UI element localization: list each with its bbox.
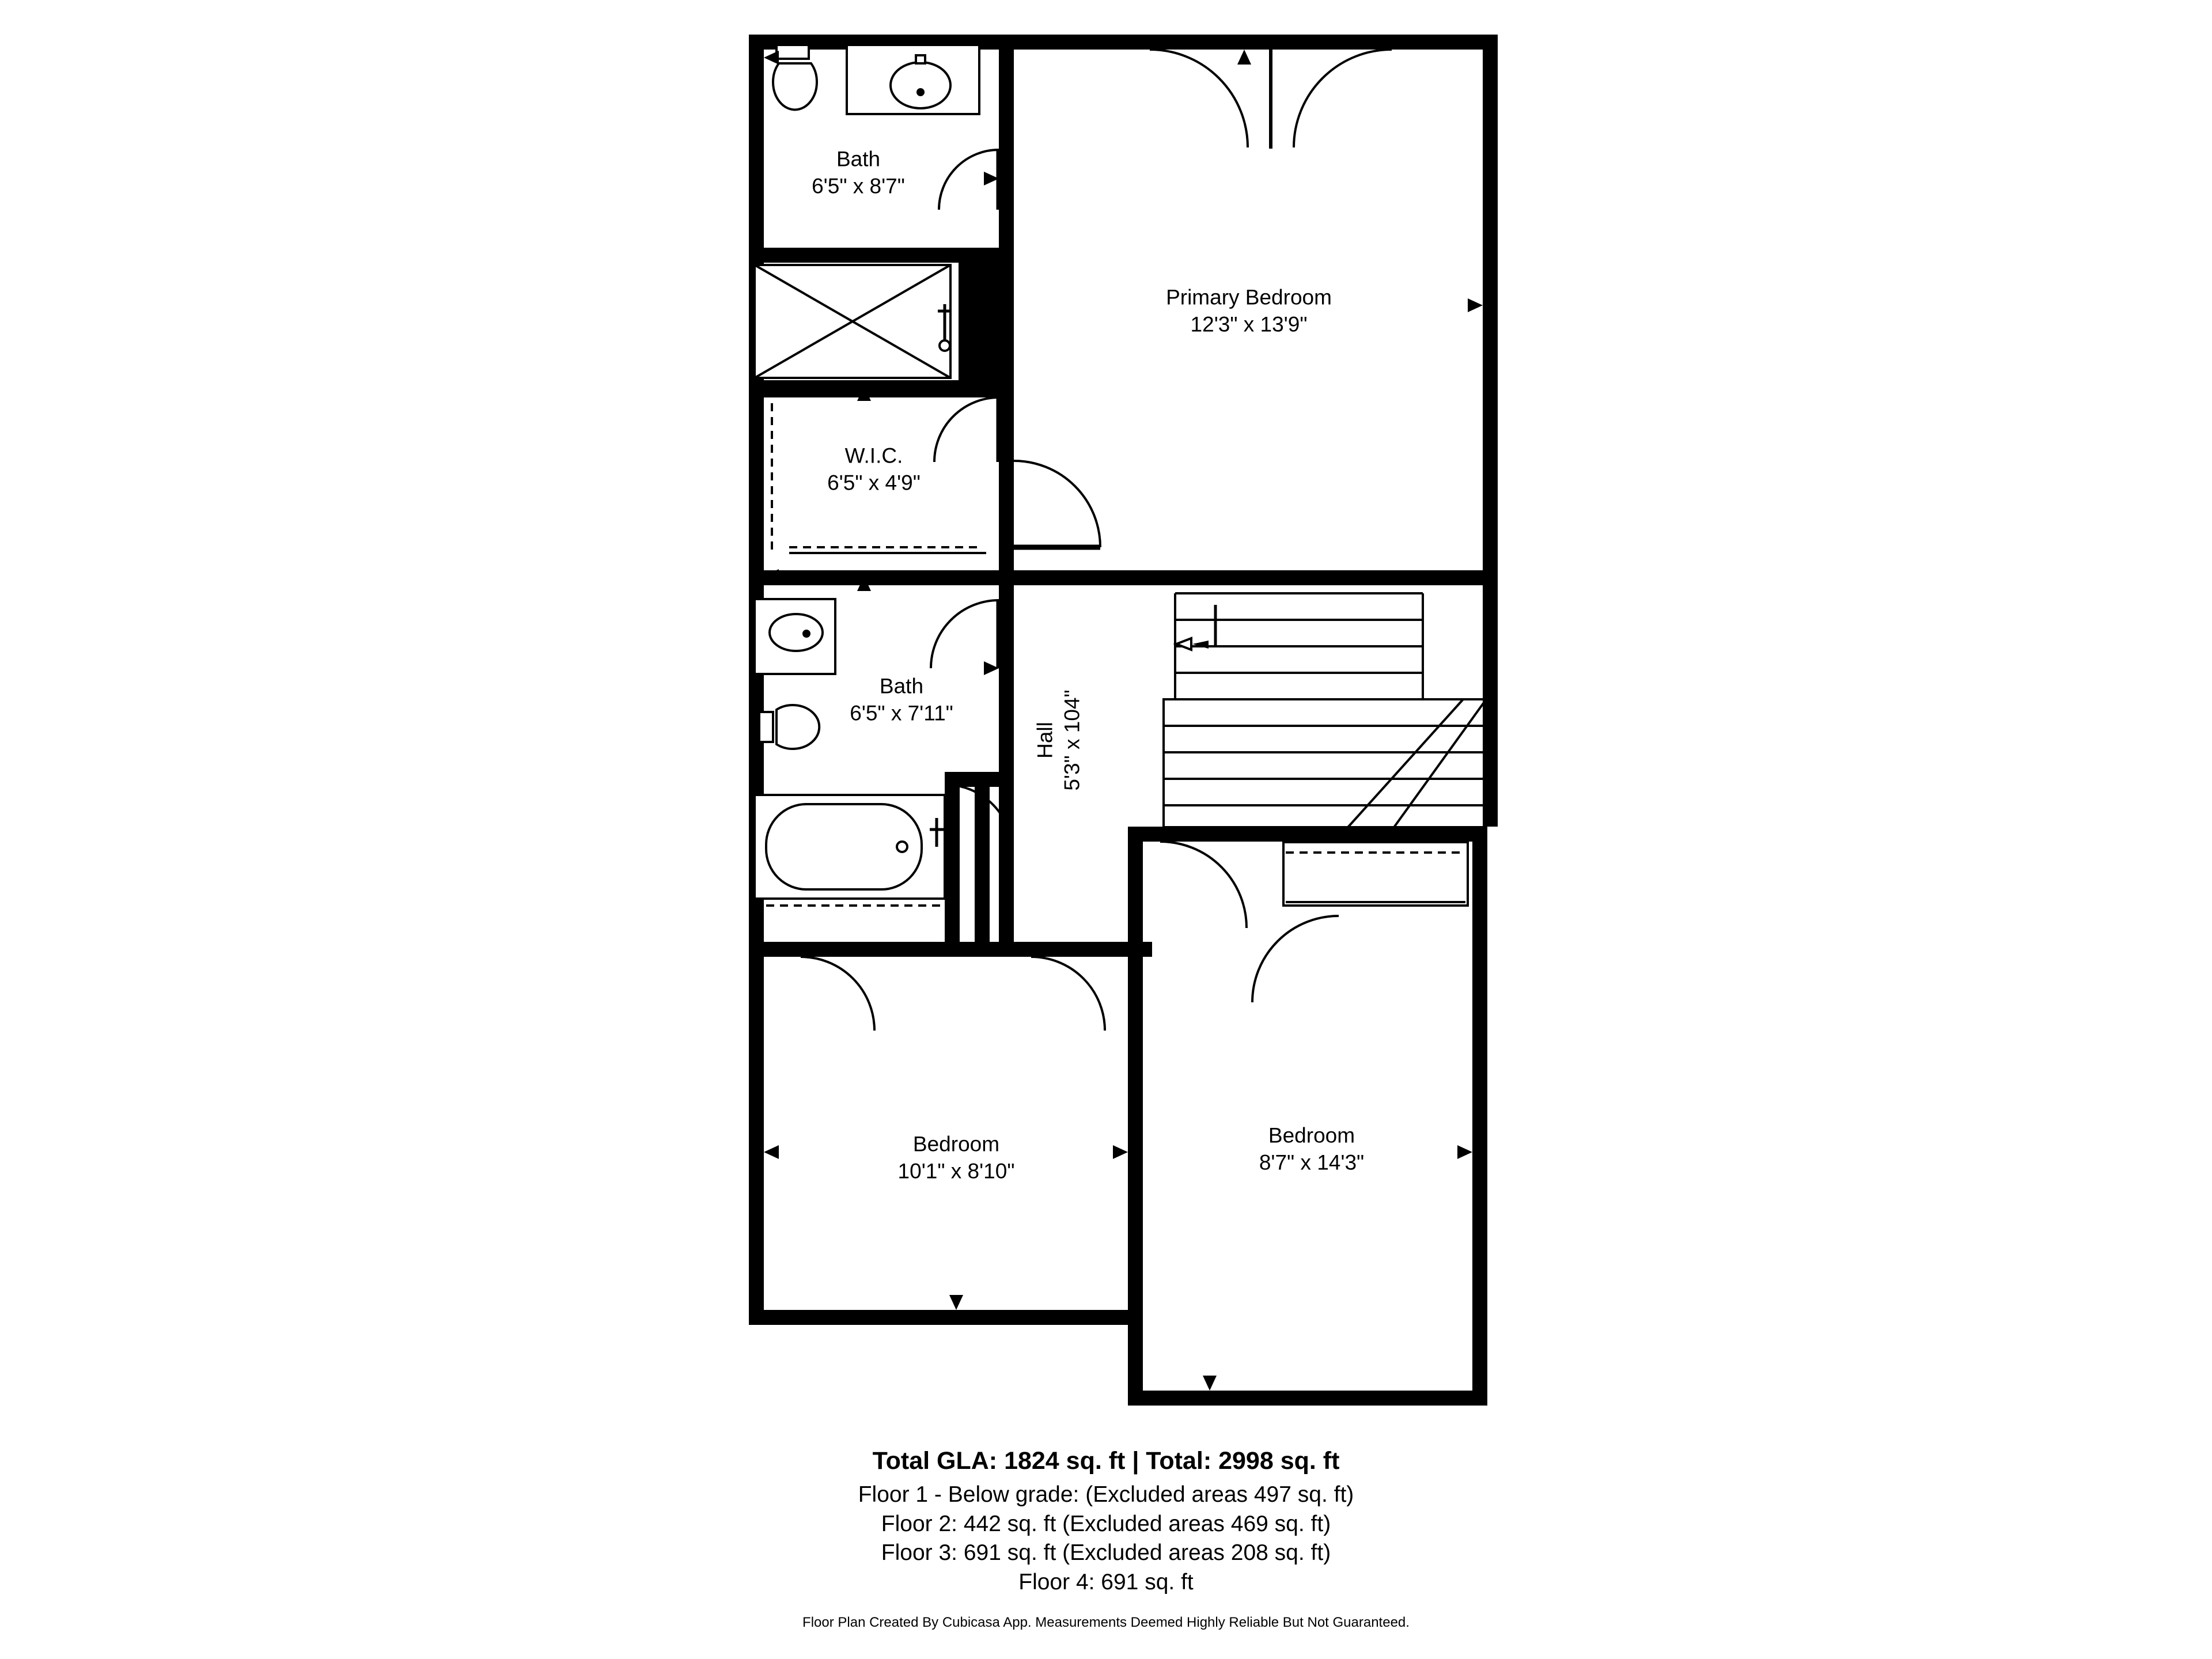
- window-bedroom2-mullion: [1289, 1392, 1291, 1404]
- footer-floor-1: Floor 1 - Below grade: (Excluded areas 497 sq. ft): [858, 1482, 1354, 1507]
- room-name: Primary Bedroom: [1166, 285, 1332, 309]
- toilet-bath1: [773, 45, 817, 109]
- wall-hall-left: [999, 585, 1014, 957]
- wall-top: [749, 35, 1498, 50]
- bedroom2-closet: [1283, 842, 1468, 906]
- room-dims: 6'5" x 7'11": [850, 702, 953, 725]
- wall-bath2-right: [945, 772, 960, 956]
- footer-summary: [0, 1447, 2212, 1631]
- room-label-wic: [827, 442, 921, 497]
- door-bedroom1: [801, 957, 874, 1031]
- wall-bottom-right: [1135, 1391, 1487, 1406]
- vanity-bath2: [755, 599, 835, 674]
- room-dims: 8'7" x 14'3": [1259, 1151, 1365, 1175]
- room-name: Bedroom: [1268, 1123, 1355, 1147]
- wall-left-upper: [749, 35, 764, 579]
- window-bedroom1-mullion: [874, 1311, 877, 1324]
- room-dims: 6'5" x 8'7": [812, 175, 905, 198]
- wall-bath-shower-divider: [749, 248, 1014, 263]
- room-label-primary-bedroom: [1166, 284, 1332, 339]
- door-bath2: [931, 600, 999, 668]
- wall-bedroom1-right: [1128, 957, 1143, 1317]
- wall-bottom-left: [749, 1310, 1141, 1325]
- room-label-hall: [1032, 690, 1086, 790]
- door-primary-top-left: [1150, 50, 1248, 147]
- wall-closet-right: [975, 772, 990, 956]
- wall-hall-bottom: [1128, 827, 1487, 842]
- door-bedroom2-hall: [1160, 842, 1247, 928]
- staircase: [1164, 585, 1486, 827]
- door-primary-top-right: [1294, 50, 1392, 147]
- wall-hall-top: [1014, 570, 1483, 585]
- room-label-bath-1: [812, 146, 905, 200]
- room-name: Bedroom: [912, 1132, 1000, 1156]
- door-bedroom2: [1252, 916, 1339, 1002]
- window-primary-top-2: [1150, 45, 1392, 47]
- room-label-bath-2: [850, 673, 953, 728]
- room-name: Bath: [879, 674, 924, 698]
- wall-shower-block: [959, 263, 1014, 395]
- room-dims: 5'3" x 104": [1060, 690, 1084, 791]
- footer-credit: Floor Plan Created By Cubicasa App. Measurements Deemed Highly Reliable But Not Guaranteed.: [802, 1614, 1410, 1630]
- door-bath1: [939, 150, 999, 210]
- footer-floor-3: Floor 3: 691 sq. ft (Excluded areas 208 sq. ft): [881, 1540, 1331, 1566]
- window-primary-top: [1150, 39, 1392, 41]
- wall-below-wic: [749, 570, 1014, 585]
- wall-right-upper: [1483, 35, 1498, 827]
- wall-right-lower: [1472, 827, 1487, 1406]
- shower-stall: [755, 265, 952, 378]
- room-label-bedroom-1: [898, 1131, 1015, 1185]
- room-label-bedroom-2: [1259, 1122, 1364, 1177]
- vanity-bath1: [847, 45, 979, 114]
- wall-left-lower: [749, 576, 764, 979]
- room-dims: 6'5" x 4'9": [827, 471, 921, 495]
- room-name: Bath: [836, 147, 881, 171]
- wall-left-lowest: [749, 979, 764, 1325]
- room-name: W.I.C.: [844, 444, 903, 468]
- bathtub-bath2: [755, 795, 945, 899]
- door-primary-entry: [1014, 461, 1100, 547]
- wall-bath2-bottom: [749, 942, 1152, 957]
- door-wic: [934, 397, 999, 462]
- door-corridor: [1031, 957, 1105, 1031]
- footer-floor-2: Floor 2: 442 sq. ft (Excluded areas 469 sq. ft): [881, 1511, 1331, 1536]
- room-dims: 12'3" x 13'9": [1190, 313, 1308, 336]
- footer-total-gla: Total GLA: 1824 sq. ft | Total: 2998 sq. ft: [872, 1447, 1340, 1475]
- toilet-bath2: [759, 705, 819, 749]
- wall-above-wic: [749, 387, 1014, 397]
- room-name: Hall: [1033, 722, 1057, 759]
- footer-floor-4: Floor 4: 691 sq. ft: [1018, 1570, 1194, 1595]
- room-dims: 10'1" x 8'10": [897, 1160, 1015, 1183]
